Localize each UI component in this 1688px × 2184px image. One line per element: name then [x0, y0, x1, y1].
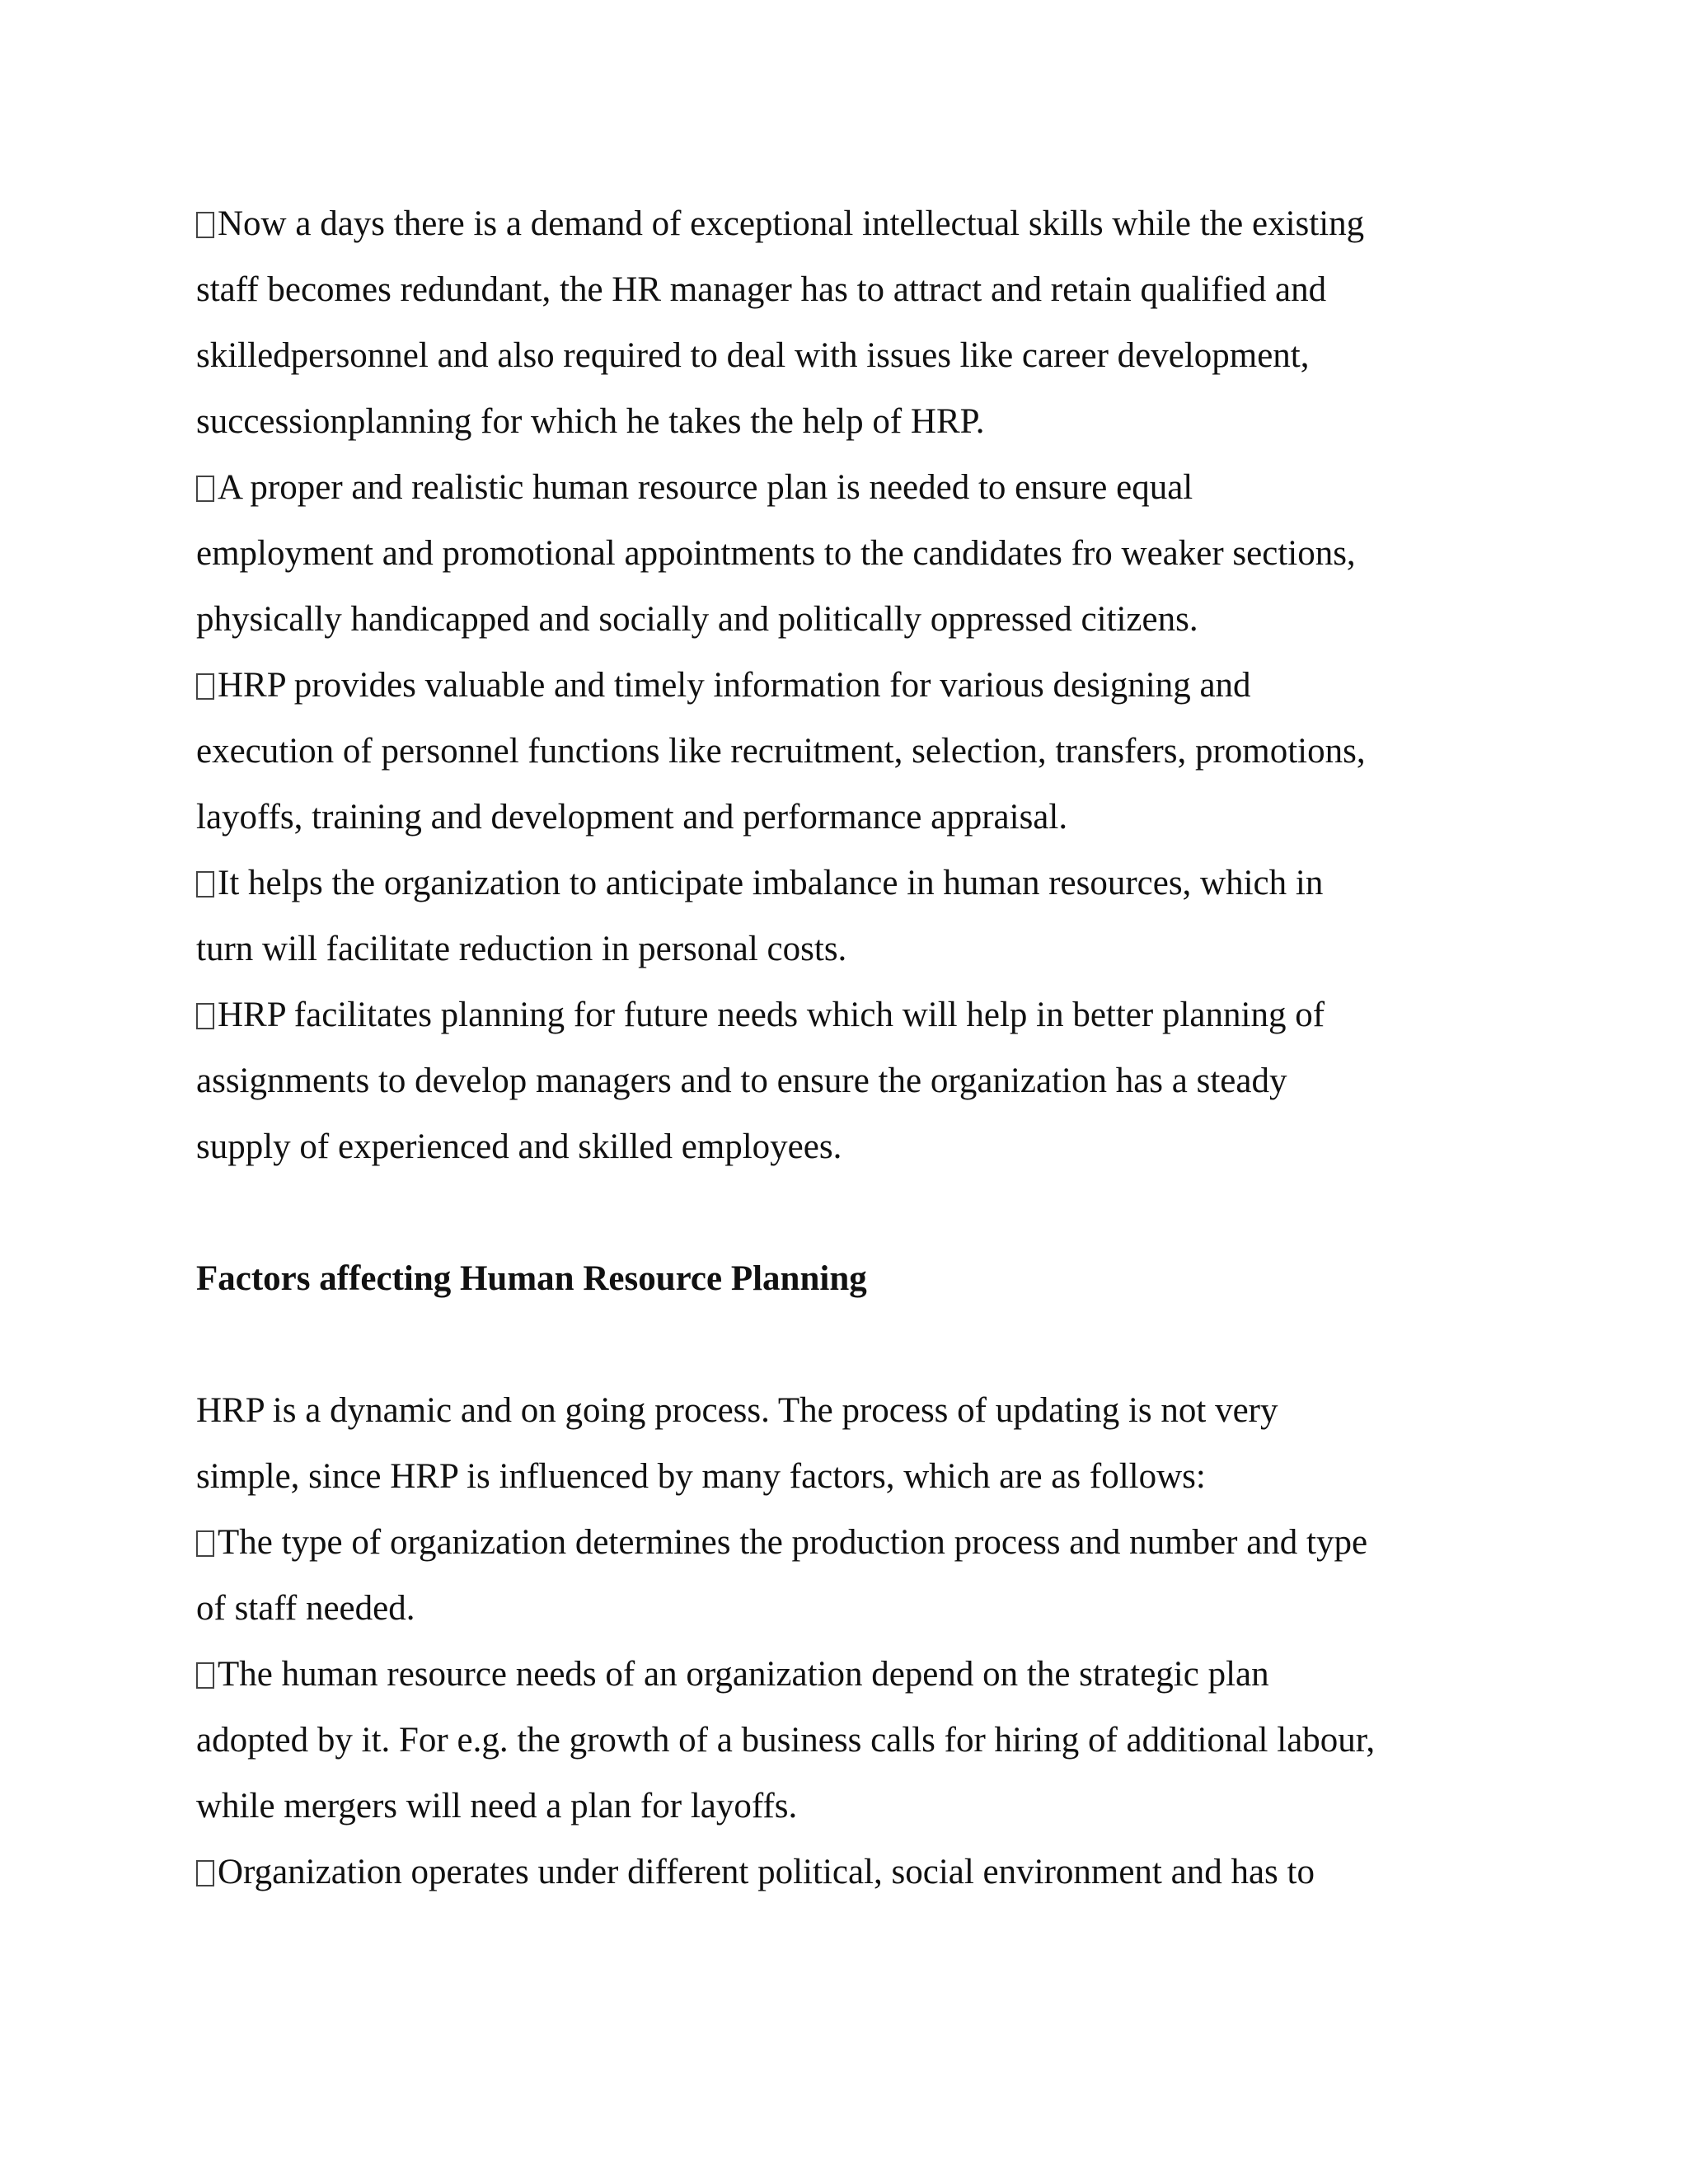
text-line: execution of personnel functions like recruitment, selection, transfers, promotions, — [196, 732, 1366, 771]
text-line: successionplanning for which he takes the help of HRP. — [196, 402, 985, 441]
text-line: HRP is a dynamic and on going process. The process of updating is not very — [196, 1391, 1278, 1430]
text-line: skilledpersonnel and also required to deal with issues like career development, — [196, 336, 1310, 375]
text-line: turn will facilitate reduction in personal costs. — [196, 930, 847, 968]
text-line: staff becomes redundant, the HR manager has to attract and retain qualified and — [196, 270, 1327, 309]
missing-glyph-bullet-icon — [196, 673, 214, 700]
text-line: The human resource needs of an organization depend on the strategic plan — [196, 1642, 1515, 1708]
text-line: while mergers will need a plan for layoffs. — [196, 1787, 798, 1825]
section-2-text — [196, 1378, 1515, 1905]
text-line: HRP provides valuable and timely information for various designing and — [196, 653, 1515, 719]
missing-glyph-bullet-icon — [196, 1530, 214, 1557]
text-line: of staff needed. — [196, 1589, 415, 1628]
text-line: assignments to develop managers and to ensure the organization has a steady — [196, 1062, 1287, 1100]
text-line: HRP facilitates planning for future needs which will help in better planning of — [196, 982, 1515, 1048]
missing-glyph-bullet-icon — [196, 1662, 214, 1689]
missing-glyph-bullet-icon — [196, 212, 214, 238]
text-line: adopted by it. For e.g. the growth of a business calls for hiring of additional labour, — [196, 1721, 1376, 1760]
missing-glyph-bullet-icon — [196, 476, 214, 502]
section-1-text — [196, 191, 1515, 1180]
text-line: It helps the organization to anticipate imbalance in human resources, which in — [196, 851, 1515, 916]
missing-glyph-bullet-icon — [196, 1860, 214, 1886]
text-line: physically handicapped and socially and politically oppressed citizens. — [196, 600, 1198, 639]
text-line: Organization operates under different political, social environment and has to — [196, 1840, 1515, 1905]
text-line: supply of experienced and skilled employees. — [196, 1127, 842, 1166]
document-page — [196, 191, 1515, 1905]
text-line: layoffs, training and development and performance appraisal. — [196, 798, 1068, 837]
missing-glyph-bullet-icon — [196, 871, 214, 898]
section-heading: Factors affecting Human Resource Planning — [196, 1259, 867, 1298]
text-line: The type of organization determines the production process and number and type — [196, 1510, 1515, 1576]
text-line: A proper and realistic human resource plan is needed to ensure equal — [196, 455, 1515, 521]
text-line: employment and promotional appointments to the candidates fro weaker sections, — [196, 534, 1356, 573]
text-line: simple, since HRP is influenced by many factors, which are as follows: — [196, 1457, 1206, 1496]
missing-glyph-bullet-icon — [196, 1003, 214, 1029]
text-line: Now a days there is a demand of exceptional intellectual skills while the existing — [196, 191, 1515, 257]
